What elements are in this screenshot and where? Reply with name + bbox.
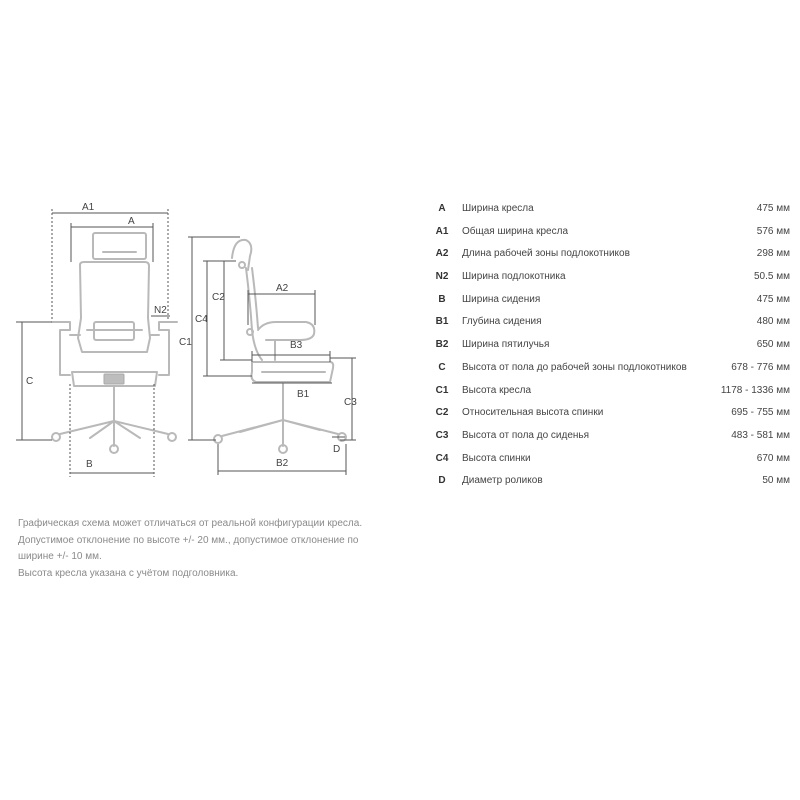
note-1: Графическая схема может отличаться от реальной конфигурации кресла.	[18, 518, 363, 529]
spec-row	[430, 334, 790, 357]
spec-value: 50 мм	[762, 475, 790, 487]
spec-name: Длина рабочей зоны подлокотников	[462, 248, 630, 260]
spec-code: B2	[435, 339, 449, 351]
label-C3: C3	[344, 397, 357, 408]
spec-row	[430, 448, 790, 471]
disclaimer-notes	[18, 516, 368, 582]
spec-code: D	[438, 475, 446, 487]
spec-value: 483 - 581 мм	[731, 429, 790, 441]
front-view-chair	[52, 233, 177, 453]
spec-row	[430, 266, 790, 289]
spec-name: Высота кресла	[462, 384, 532, 396]
label-N2: N2	[154, 305, 167, 316]
spec-value: 670 мм	[756, 452, 790, 464]
spec-value: 678 - 776 мм	[731, 361, 790, 373]
spec-value: 475 мм	[756, 203, 790, 214]
note-3: Высота кресла указана с учётом подголовника.	[18, 567, 239, 579]
spec-value: 480 мм	[756, 316, 790, 328]
spec-name: Ширина кресла	[462, 203, 534, 214]
spec-row	[430, 243, 790, 266]
spec-code: A2	[435, 248, 449, 260]
spec-value: 1178 - 1336 мм	[720, 384, 790, 396]
label-B: B	[86, 459, 93, 470]
label-A1: A1	[82, 202, 95, 213]
spec-name: Общая ширина кресла	[462, 225, 569, 237]
spec-value: 576 мм	[756, 225, 790, 237]
spec-name: Ширина сидения	[462, 293, 541, 305]
spec-name: Высота от пола до рабочей зоны подлокотников	[462, 361, 687, 373]
spec-code: C	[438, 361, 446, 373]
spec-value: 695 - 755 мм	[731, 407, 790, 419]
spec-row	[430, 402, 790, 425]
note-2: Допустимое отклонение по высоте +/- 20 мм., допустимое отклонение по ширине +/- 10 мм.	[18, 534, 359, 562]
spec-code: B1	[435, 316, 449, 328]
spec-row	[430, 357, 790, 380]
spec-value: 50.5 мм	[754, 271, 790, 283]
label-C1: C1	[179, 337, 192, 348]
spec-code: N2	[435, 271, 449, 283]
label-A: A	[128, 216, 135, 227]
spec-value: 475 мм	[756, 293, 790, 305]
spec-row	[430, 289, 790, 312]
spec-value: 650 мм	[756, 339, 790, 351]
spec-code: C3	[435, 429, 449, 441]
spec-row	[430, 311, 790, 334]
label-A2: A2	[276, 283, 289, 294]
side-view-dimensions	[179, 237, 357, 475]
spec-name: Ширина подлокотника	[462, 271, 566, 283]
spec-row	[430, 470, 790, 493]
spec-name: Ширина пятилучья	[462, 339, 550, 351]
spec-row	[430, 198, 790, 221]
label-D: D	[333, 444, 341, 455]
spec-value: 298 мм	[756, 248, 790, 260]
spec-code: A	[438, 203, 446, 214]
spec-name: Высота спинки	[462, 452, 531, 464]
spec-code: C1	[435, 384, 449, 396]
spec-row	[430, 425, 790, 448]
label-B2: B2	[276, 458, 289, 469]
spec-code: B	[438, 293, 446, 305]
spec-name: Относительная высота спинки	[462, 407, 604, 419]
label-C2: C2	[212, 292, 225, 303]
label-C4: C4	[195, 314, 208, 325]
spec-code: C2	[435, 407, 449, 419]
label-B1: B1	[297, 389, 310, 400]
label-B3: B3	[290, 340, 303, 351]
spec-name: Высота от пола до сиденья	[462, 429, 590, 441]
spec-row	[430, 380, 790, 403]
side-view-chair	[214, 240, 346, 453]
spec-name: Глубина сидения	[462, 316, 542, 328]
spec-table	[430, 198, 790, 493]
spec-code: C4	[435, 452, 449, 464]
spec-code: A1	[435, 225, 449, 237]
spec-row	[430, 221, 790, 244]
spec-name: Диаметр роликов	[462, 475, 543, 487]
label-C: C	[26, 376, 34, 387]
